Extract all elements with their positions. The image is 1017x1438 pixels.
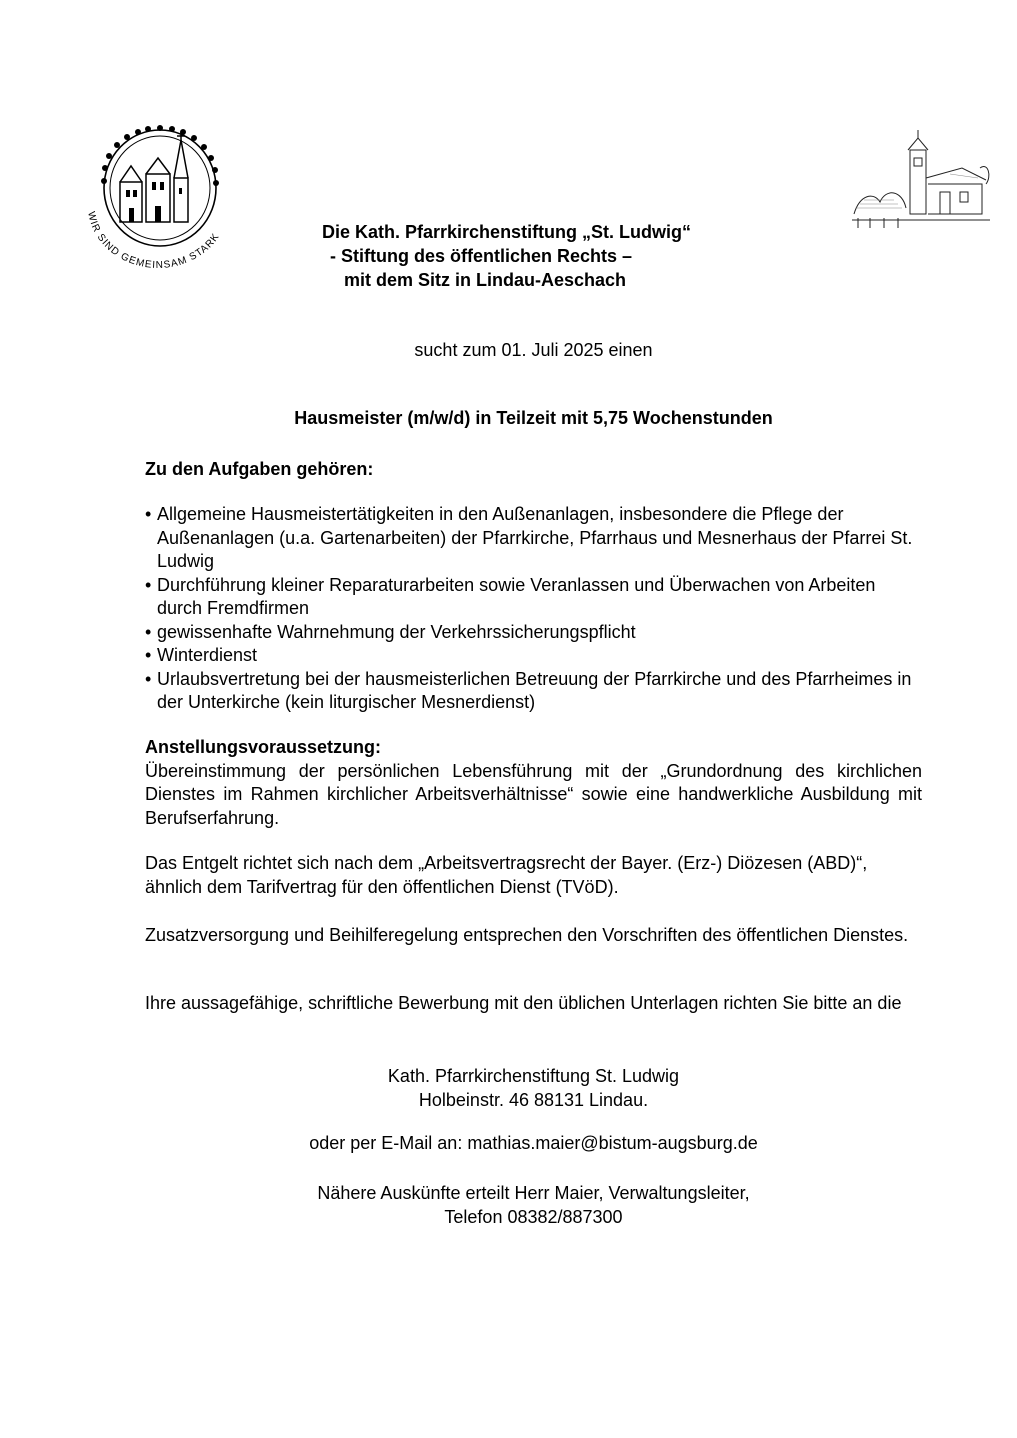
list-item: • Winterdienst	[145, 644, 922, 668]
header-line-3: mit dem Sitz in Lindau-Aeschach	[344, 270, 627, 290]
contact-info	[0, 1182, 1017, 1229]
parish-seal-icon	[78, 118, 238, 268]
seal-motto: WIR SIND GEMEINSAM STARK	[85, 210, 222, 268]
header-line-1: Die Kath. Pfarrkirchenstiftung „St. Ludwig“	[322, 222, 692, 242]
tasks-heading: Zu den Aufgaben gehören:	[145, 459, 374, 479]
document-header	[300, 220, 820, 292]
contact-line-1: Nähere Auskünfte erteilt Herr Maier, Verwaltungsleiter,	[317, 1183, 750, 1203]
email-line: oder per E-Mail an: mathias.maier@bistum-augsburg.de	[309, 1133, 758, 1153]
requirements-heading: Anstellungsvoraussetzung:	[145, 737, 382, 757]
header-line-2: - Stiftung des öffentlichen Rechts –	[330, 246, 633, 266]
requirements-text: Übereinstimmung der persönlichen Lebensführung mit der „Grundordnung des kirchlichen Dienstes im Rahmen kirchlicher Arbeitsverhältnisse“ sowie eine handwerkliche Ausbildung mit Berufserfahrung.	[145, 760, 922, 828]
address-line-2: Holbeinstr. 46 88131 Lindau.	[418, 1089, 649, 1110]
list-item: • Urlaubsvertretung bei der hausmeisterlichen Betreuung der Pfarrkirche und des Pfarrheimes in der Unterkirche (kein liturgischer Mesnerdienst)	[145, 668, 922, 715]
contact-line-2: Telefon 08382/887300	[444, 1206, 623, 1227]
list-item: • Allgemeine Hausmeistertätigkeiten in den Außenanlagen, insbesondere die Pflege der Außenanlagen (u.a. Gartenarbeiten) der Pfarrkirche, Pfarrhaus und Mesnerhaus der Pfarrei St. Ludwig	[145, 503, 922, 574]
task-list	[145, 503, 922, 715]
list-item: • Durchführung kleiner Reparaturarbeiten sowie Veranlassen und Überwachen von Arbeiten durch Fremdfirmen	[145, 574, 922, 621]
benefits-paragraph: Zusatzversorgung und Beihilferegelung entsprechen den Vorschriften des öffentlichen Dienstes.	[145, 925, 909, 945]
postal-address	[0, 1065, 1017, 1112]
list-item: • gewissenhafte Wahrnehmung der Verkehrssicherungspflicht	[145, 621, 922, 645]
job-title: Hausmeister (m/w/d) in Teilzeit mit 5,75 Wochenstunden	[294, 408, 773, 428]
church-tower-sketch-icon	[850, 128, 992, 236]
pay-paragraph: Das Entgelt richtet sich nach dem „Arbeitsvertragsrecht der Bayer. (Erz-) Diözesen (ABD)“, ähnlich dem Tarifvertrag für den öffentlichen Dienst (TVöD).	[145, 853, 868, 897]
application-paragraph: Ihre aussagefähige, schriftliche Bewerbung mit den üblichen Unterlagen richten Sie bitte an die	[145, 993, 902, 1013]
intro-text: sucht zum 01. Juli 2025 einen	[414, 340, 653, 360]
address-line-1: Kath. Pfarrkirchenstiftung St. Ludwig	[387, 1066, 680, 1086]
requirements-section	[145, 736, 922, 830]
